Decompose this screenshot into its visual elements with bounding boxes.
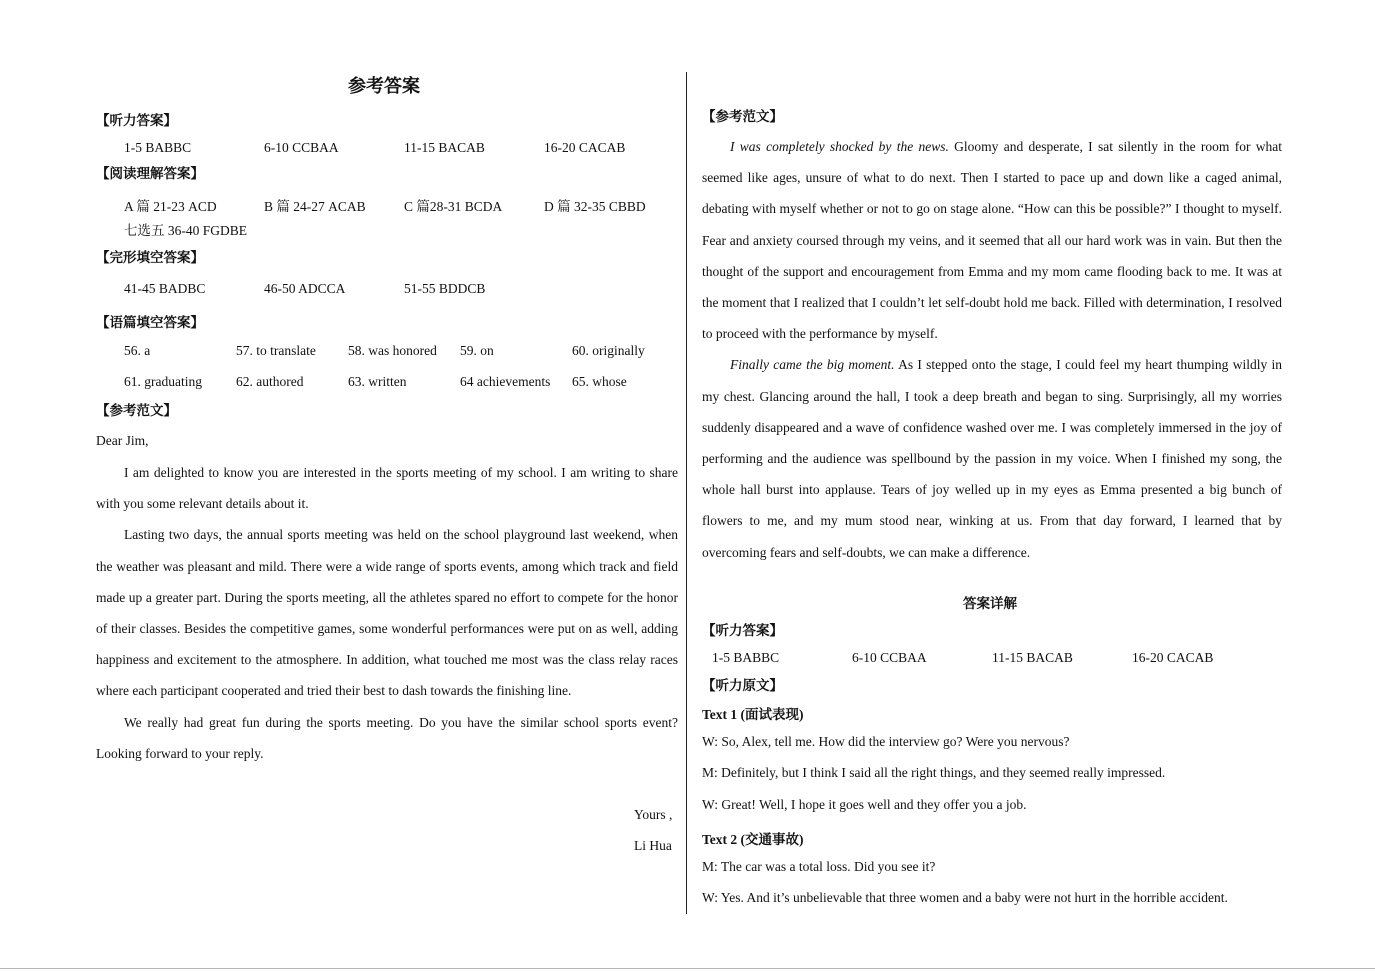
letter-paragraph: Lasting two days, the annual sports meeting was held on the school playground last weekend, when the weather was pleasant and mild. There were a wide range of sports events, among which track and field made up a greater part. During the sports meeting, all the athletes spared no effort to compete for the honor of their classes. Besides the competitive games, some wonderful performances were put on as well, adding happiness and excitement to the atmosphere. In addition, what touched me most was the class relay races where each participant cooperated and tried their best to dash towards the finishing line.: [96, 527, 678, 699]
essay-lead-sentence: Finally came the big moment.: [730, 357, 895, 373]
grammar-answer: 58. was honored: [348, 343, 437, 358]
grammar-answer: 62. authored: [236, 374, 304, 389]
transcript-line: W: Yes. And it’s unbelievable that three women and a baby were not hurt in the horrible accident.: [702, 890, 1228, 905]
transcript-text2-title: Text 2 (交通事故): [702, 832, 804, 847]
transcript-line: M: Definitely, but I think I said all the right things, and they seemed really impressed.: [702, 765, 1166, 780]
cloze-answer: 41-45 BADBC: [124, 281, 206, 296]
cloze-answers-header: 【完形填空答案】: [96, 250, 204, 266]
answer-details-title: 答案详解: [963, 596, 1017, 612]
grammar-fill-header: 【语篇填空答案】: [96, 315, 204, 331]
essay-paragraph: [702, 131, 1282, 349]
cloze-answer: 46-50 ADCCA: [264, 281, 346, 296]
page-title: 参考答案: [348, 76, 420, 97]
column-divider: [686, 72, 687, 914]
cloze-answer: 51-55 BDDCB: [404, 281, 486, 296]
reading-answer: C 篇28-31 BCDA: [404, 199, 503, 214]
letter-body: [96, 457, 678, 769]
essay-paragraph: [702, 349, 1282, 567]
transcript-line: W: Great! Well, I hope it goes well and they offer you a job.: [702, 797, 1027, 812]
reading-answer: B 篇 24-27 ACAB: [264, 199, 366, 214]
sample-essay-header: 【参考范文】: [96, 403, 177, 419]
essay-paragraph-body: As I stepped onto the stage, I could feel my heart thumping wildly in my chest. Glancing around the hall, I took a deep breath and began to sing. Surprisingly, all my worries suddenly disappeared and a wave of confidence washed over me. I was completely immersed in the joy of performing and the audience was spellbound by the passion in my voice. When I finished my song, the whole hall burst into applause. Tears of joy welled up in my eyes as Emma presented a big bunch of flowers to me, and my mum stood near, winking at us. From that day forward, I learned that by overcoming fears and self-doubts, we can make a difference.: [702, 357, 1282, 560]
grammar-answer: 60. originally: [572, 343, 645, 358]
transcript-text1-title: Text 1 (面试表现): [702, 707, 804, 722]
grammar-answer: 59. on: [460, 343, 494, 358]
listening-answer: 6-10 CCBAA: [264, 140, 339, 155]
listening-answer: 16-20 CACAB: [1132, 650, 1214, 665]
listening-answer: 6-10 CCBAA: [852, 650, 927, 665]
listening-transcript-header: 【听力原文】: [702, 678, 783, 694]
reading-answer: D 篇 32-35 CBBD: [544, 199, 646, 214]
listening-answer: 11-15 BACAB: [404, 140, 485, 155]
listening-answer: 16-20 CACAB: [544, 140, 626, 155]
reading-answers-header: 【阅读理解答案】: [96, 166, 204, 182]
listening-answers-header: 【听力答案】: [702, 623, 783, 639]
grammar-answer: 64 achievements: [460, 374, 551, 389]
essay-lead-sentence: I was completely shocked by the news.: [730, 139, 949, 154]
transcript-line: M: The car was a total loss. Did you see it?: [702, 859, 936, 874]
transcript-line: W: So, Alex, tell me. How did the interview go? Were you nervous?: [702, 734, 1070, 749]
listening-answer: 1-5 BABBC: [124, 140, 192, 155]
letter-greeting: Dear Jim,: [96, 433, 149, 448]
continuation-essay-header: 【参考范文】: [702, 109, 783, 125]
letter-paragraph: I am delighted to know you are interested in the sports meeting of my school. I am writing to share with you some relevant details about it.: [96, 465, 678, 512]
grammar-answer: 63. written: [348, 374, 407, 389]
listening-answer: 11-15 BACAB: [992, 650, 1073, 665]
page-bottom-rule: [0, 968, 1375, 969]
letter-signature: Li Hua: [634, 838, 672, 853]
grammar-answer: 56. a: [124, 343, 151, 358]
essay-paragraph-body: Gloomy and desperate, I sat silently in the room for what seemed like ages, unsure of what to do next. Then I started to pace up and down like a caged animal, debating with myself whether or not to go on stage alone. “How can this be possible?” I thought to myself. Fear and anxiety coursed through my veins, and it seemed that all our hard work was in vain. But then the thought of the support and encouragement from Emma and my mom came flooding back to me. It was at the moment that I realized that I couldn’t let self-doubt hold me back. Filled with determination, I resolved to proceed with the performance by myself.: [702, 139, 1282, 342]
letter-closing: Yours ,: [634, 807, 673, 822]
grammar-answer: 61. graduating: [124, 374, 202, 389]
listening-answer: 1-5 BABBC: [712, 650, 780, 665]
continuation-essay: [702, 131, 1282, 568]
reading-answer: A 篇 21-23 ACD: [124, 199, 217, 214]
seven-five-answer: 七选五 36-40 FGDBE: [124, 223, 248, 238]
grammar-answer: 57. to translate: [236, 343, 316, 358]
grammar-answer: 65. whose: [572, 374, 627, 389]
letter-paragraph: We really had great fun during the sports meeting. Do you have the similar school sports event? Looking forward to your reply.: [96, 714, 678, 761]
listening-answers-header: 【听力答案】: [96, 113, 177, 129]
